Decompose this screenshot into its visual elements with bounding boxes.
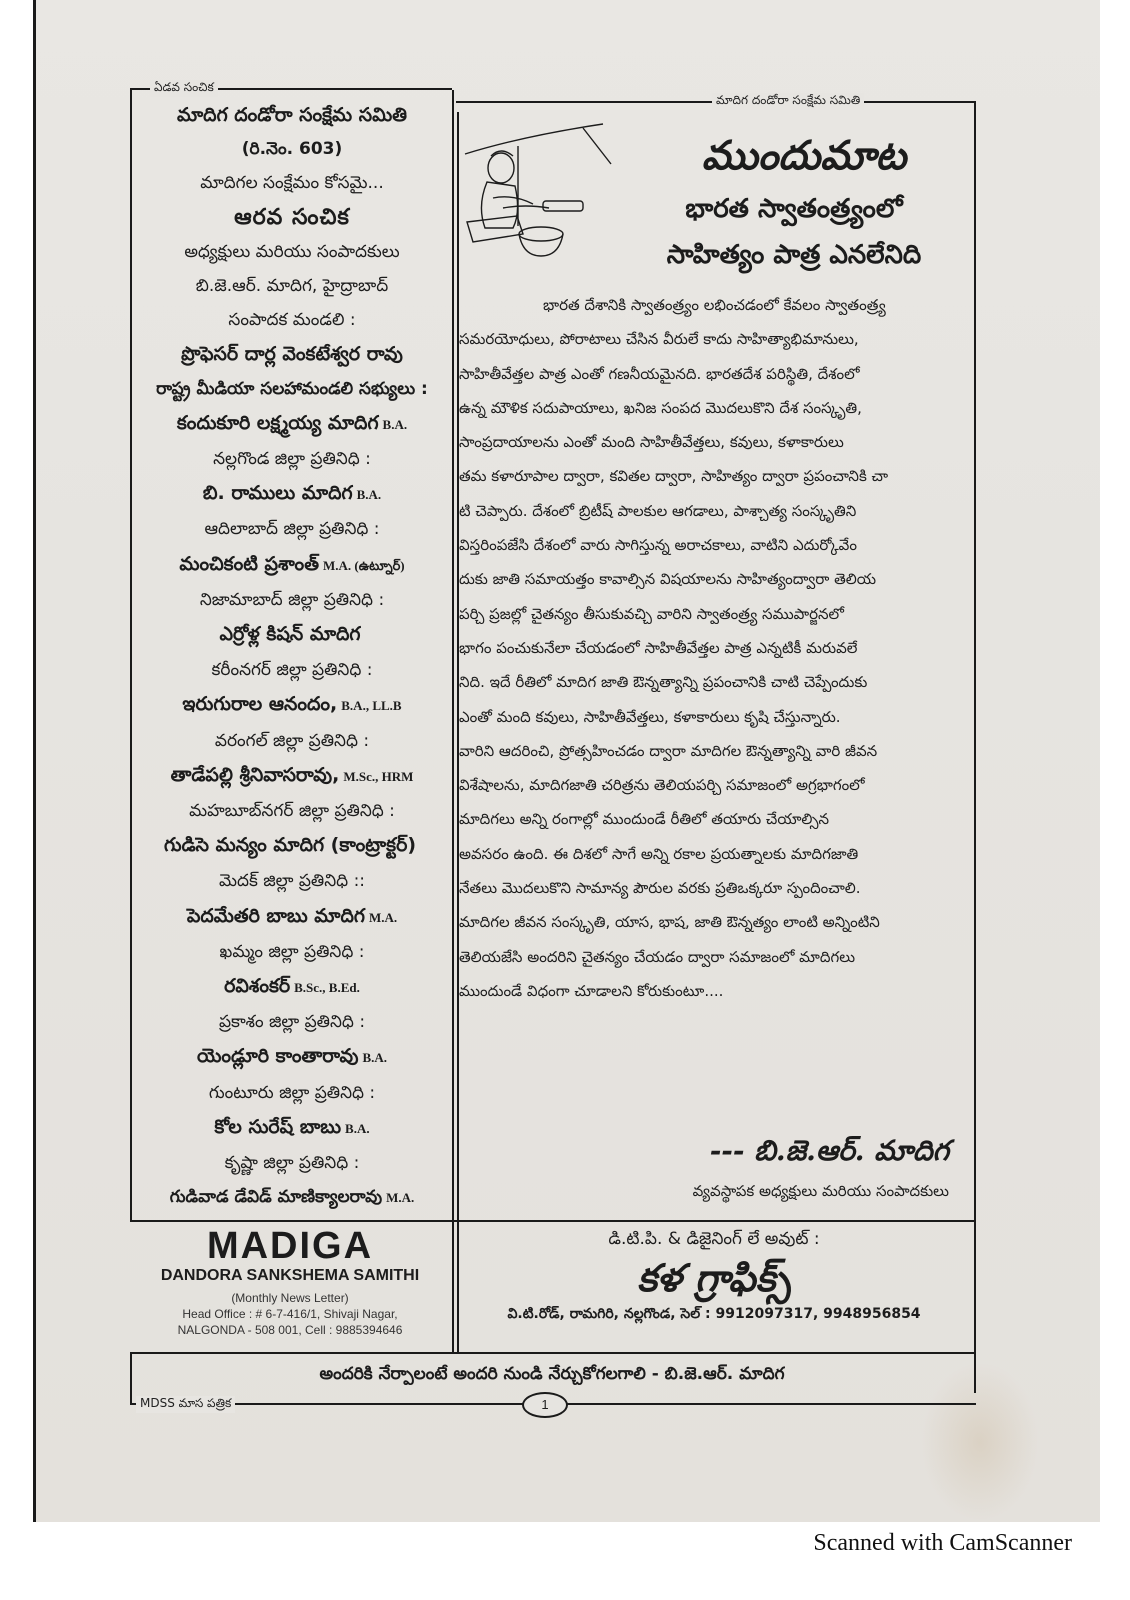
org-tagline: మాదిగల సంక్షేమం కోసమై...	[200, 173, 384, 194]
credits-address: వి.టి.రోడ్, రామగిరి, నల్లగొండ, సెల్ : 9912097317, 9948956854	[507, 1306, 921, 1322]
district-rep-name: కోల సురేష్ బాబు B.A.	[214, 1115, 370, 1138]
masthead-address-2: NALGONDA - 508 001, Cell : 9885394646	[177, 1323, 403, 1337]
district-rep-name: మంచికంటి ప్రశాంత్ M.A. (ఉట్నూర్)	[179, 552, 405, 575]
masthead-address-1: Head Office : # 6-7-416/1, Shivaji Nagar,	[182, 1307, 398, 1321]
district-rep-name: రవిశంకర్ B.Sc., B.Ed.	[224, 975, 360, 998]
footer-motto: అందరికి నేర్పాలంటే అందరి నుండి నేర్చుకోగలగాలి - బి.జె.ఆర్. మాదిగ	[130, 1355, 972, 1393]
body-line: సమరయోధులు, పోరాటాలు చేసిన వీరులే కాదు సాహిత్యాభిమానులు,	[459, 330, 859, 349]
masthead-box	[130, 1222, 450, 1350]
district-rep-label: వరంగల్ జిల్లా ప్రతినిధి :	[214, 730, 370, 751]
editorial-title: ముందుమాట	[701, 132, 907, 179]
district-rep-name: గుడిసె మన్యం మాదిగ (కాంట్రాక్టర్)	[163, 834, 417, 857]
page-number: 1	[522, 1392, 568, 1418]
district-rep-label: గుంటూరు జిల్లా ప్రతినిధి :	[208, 1082, 376, 1103]
district-rep-label: నల్లగొండ జిల్లా ప్రతినిధి :	[213, 449, 371, 470]
credits-name: కళ గ్రాఫిక్స్	[637, 1255, 791, 1300]
dtp-credits	[459, 1222, 969, 1350]
district-rep-label: మహబూబ్‌నగర్ జిల్లా ప్రతినిధి :	[189, 801, 395, 822]
district-rep-name: తాడేపల్లి శ్రీనివాసరావు, M.Sc., HRM	[170, 763, 414, 786]
running-foot: MDSS మాస పత్రిక	[136, 1396, 235, 1413]
body-line: సాహితీవేత్తల పాత్ర ఎంతో గణనీయమైనది. భారతదేశ పరిస్థితి, దేశంలో	[459, 364, 860, 383]
right-border	[974, 101, 976, 1393]
column-divider-1	[452, 90, 454, 1352]
scanner-watermark: Scanned with CamScanner	[813, 1530, 1072, 1556]
body-line: అవసరం ఉంది. ఈ దిశలో సాగే అన్ని రకాల ప్రయత్నాలకు మాదిగజాతి	[459, 844, 859, 863]
body-line: ఎంతో మంది కవులు, సాహితీవేత్తలు, కళాకారులు కృషి చేస్తున్నారు.	[459, 707, 841, 726]
issue-label: ఆరవ సంచిక	[234, 204, 350, 230]
running-head-right: మాదిగ దండోరా సంక్షేమ సమితి	[712, 93, 864, 110]
district-rep-name: ఎర్రోళ్ల కిషన్ మాదిగ	[219, 623, 361, 646]
body-line: భారత దేశానికి స్వాతంత్ర్యం లభించడంలో కేవలం స్వాతంత్ర్య	[543, 296, 886, 314]
editorial-board-member: ప్రొఫెసర్ దార్ల వెంకటేశ్వర రావు	[181, 343, 403, 366]
body-line: ముందుండే విధంగా చూడాలని కోరుకుంటూ....	[459, 981, 724, 1000]
district-rep-name: బి. రాములు మాదిగ B.A.	[202, 482, 382, 505]
body-line: భాగం పంచుకునేలా చేయడంలో సాహితీవేత్తల పాత్ర ఎన్నటికీ మరువలే	[459, 638, 858, 657]
editorial-body	[459, 288, 959, 1008]
media-council-member: కందుకూరి లక్ష్మయ్య మాదిగ B.A.	[176, 411, 408, 434]
body-line: మాదిగల జీవన సంస్కృతి, యాస, భాష, జాతి ఔన్నత్యం లాంటి అన్నింటిని	[459, 913, 880, 932]
media-council-label: రాష్ట్ర మీడియా సలహామండలి సభ్యులు :	[156, 378, 428, 399]
body-line: టి చెప్పారు. దేశంలో బ్రిటీష్ పాలకుల ఆగడాలు, పాశ్చాత్య సంస్కృతిని	[459, 501, 857, 520]
body-line: సాంప్రదాయాలను ఎంతో మంది సాహితీవేత్తలు, కవులు, కళాకారులు	[459, 433, 844, 452]
district-rep-label: నిజామాబాద్ జిల్లా ప్రతినిధి :	[199, 589, 385, 610]
registration-number: (రి.నెం. 603)	[241, 139, 343, 160]
body-line: తెలియజేసి అందరిని చైతన్యం చేయడం ద్వారా సమాజంలో మాదిగలు	[459, 947, 856, 966]
body-line: పర్చి ప్రజల్లో చైతన్యం తీసుకువచ్చి వారిని స్వాతంత్ర్య సముపార్జనలో	[459, 604, 844, 623]
district-rep-name: పెదమేతరి బాబు మాదిగ M.A.	[186, 904, 398, 927]
district-rep-label: కృష్ణా జిల్లా ప్రతినిధి :	[224, 1153, 360, 1174]
editorial-subtitle-2: సాహిత్యం పాత్ర ఎనలేనిది	[666, 240, 922, 270]
district-rep-label: ఆదిలాబాద్ జిల్లా ప్రతినిధి :	[204, 519, 380, 540]
body-line: నిది. ఇదే రీతిలో మాదిగ జాతి ఔన్నత్యాన్ని ప్రపంచానికి చాటి చెప్పేందుకు	[459, 673, 868, 692]
body-line: ఉన్న మౌళిక సదుపాయాలు, ఖనిజ సంపద మొదలుకొని దేశ సంస్కృతి,	[459, 398, 862, 417]
masthead-type: (Monthly News Letter)	[231, 1291, 349, 1305]
body-line: మాదిగలు అన్ని రంగాల్లో ముందుండే రీతిలో తయారు చేయాల్సిన	[459, 810, 830, 829]
masthead-column	[130, 90, 452, 1220]
cobbler-illustration-icon	[463, 116, 613, 261]
district-rep-label: మెదక్ జిల్లా ప్రతినిధి ::	[218, 871, 366, 892]
body-line: తమ కళారూపాల ద్వారా, కవితల ద్వారా, సాహిత్యం ద్వారా ప్రపంచానికి చా	[459, 467, 889, 486]
signature-role: వ్యవస్థాపక అధ్యక్షులు మరియు సంపాదకులు	[692, 1182, 949, 1200]
editorial-board-label: సంపాదక మండలి :	[228, 310, 356, 331]
masthead-title: MADIGA	[206, 1225, 374, 1267]
body-line: నేతలు మొదలుకొని సామాన్య పౌరుల వరకు ప్రతిఒక్కరూ స్పందించాలి.	[459, 879, 861, 898]
district-rep-label: ఖమ్మం జిల్లా ప్రతినిధి :	[219, 941, 365, 962]
motto-rule	[130, 1352, 976, 1354]
body-line: దుకు జాతి సమాయత్తం కావాల్సిన విషయాలను సాహిత్యంద్వారా తెలియ	[459, 570, 877, 589]
body-line: వారిని ఆదరించి, ప్రోత్సహించడం ద్వారా మాదిగల ఔన్నత్యాన్ని వారి జీవన	[459, 741, 878, 760]
district-rep-label: కరీంనగర్ జిల్లా ప్రతినిధి :	[211, 660, 373, 681]
president-label: అధ్యక్షులు మరియు సంపాదకులు	[184, 241, 400, 262]
credits-label: డి.టి.పి. & డిజైనింగ్ లే అవుట్ :	[608, 1229, 820, 1249]
body-line: విస్తరింపజేసి దేశంలో వారు సాగిస్తున్న అరాచకాలు, వాటిని ఎదుర్కోవేం	[459, 536, 857, 555]
body-line: విశేషాలను, మాదిగజాతి చరిత్రను తెలియపర్చి సమాజంలో అగ్రభాగంలో	[459, 776, 865, 795]
running-head-left: ఏడవ సంచిక	[150, 80, 218, 97]
district-rep-name: యెండ్లూరి కాంతారావు B.A.	[196, 1045, 388, 1068]
president-name: బి.జె.ఆర్. మాదిగ, హైద్రాబాద్	[195, 276, 389, 297]
org-name: మాదిగ దండోరా సంక్షేమ సమితి	[176, 104, 408, 126]
district-rep-label: ప్రకాశం జిల్లా ప్రతినిధి :	[218, 1012, 366, 1033]
masthead-subtitle: DANDORA SANKSHEMA SAMITHI	[160, 1267, 420, 1284]
editorial-subtitle-1: భారత స్వాతంత్ర్యంలో	[685, 194, 903, 224]
editorial-signature: --- బి.జె.ఆర్. మాదిగ	[709, 1134, 949, 1167]
district-rep-name: ఇరుగురాల ఆనందం, B.A., LL.B	[182, 693, 402, 716]
district-rep-name: గుడివాడ డేవిడ్ మాణిక్యాలరావు M.A.	[169, 1187, 415, 1208]
